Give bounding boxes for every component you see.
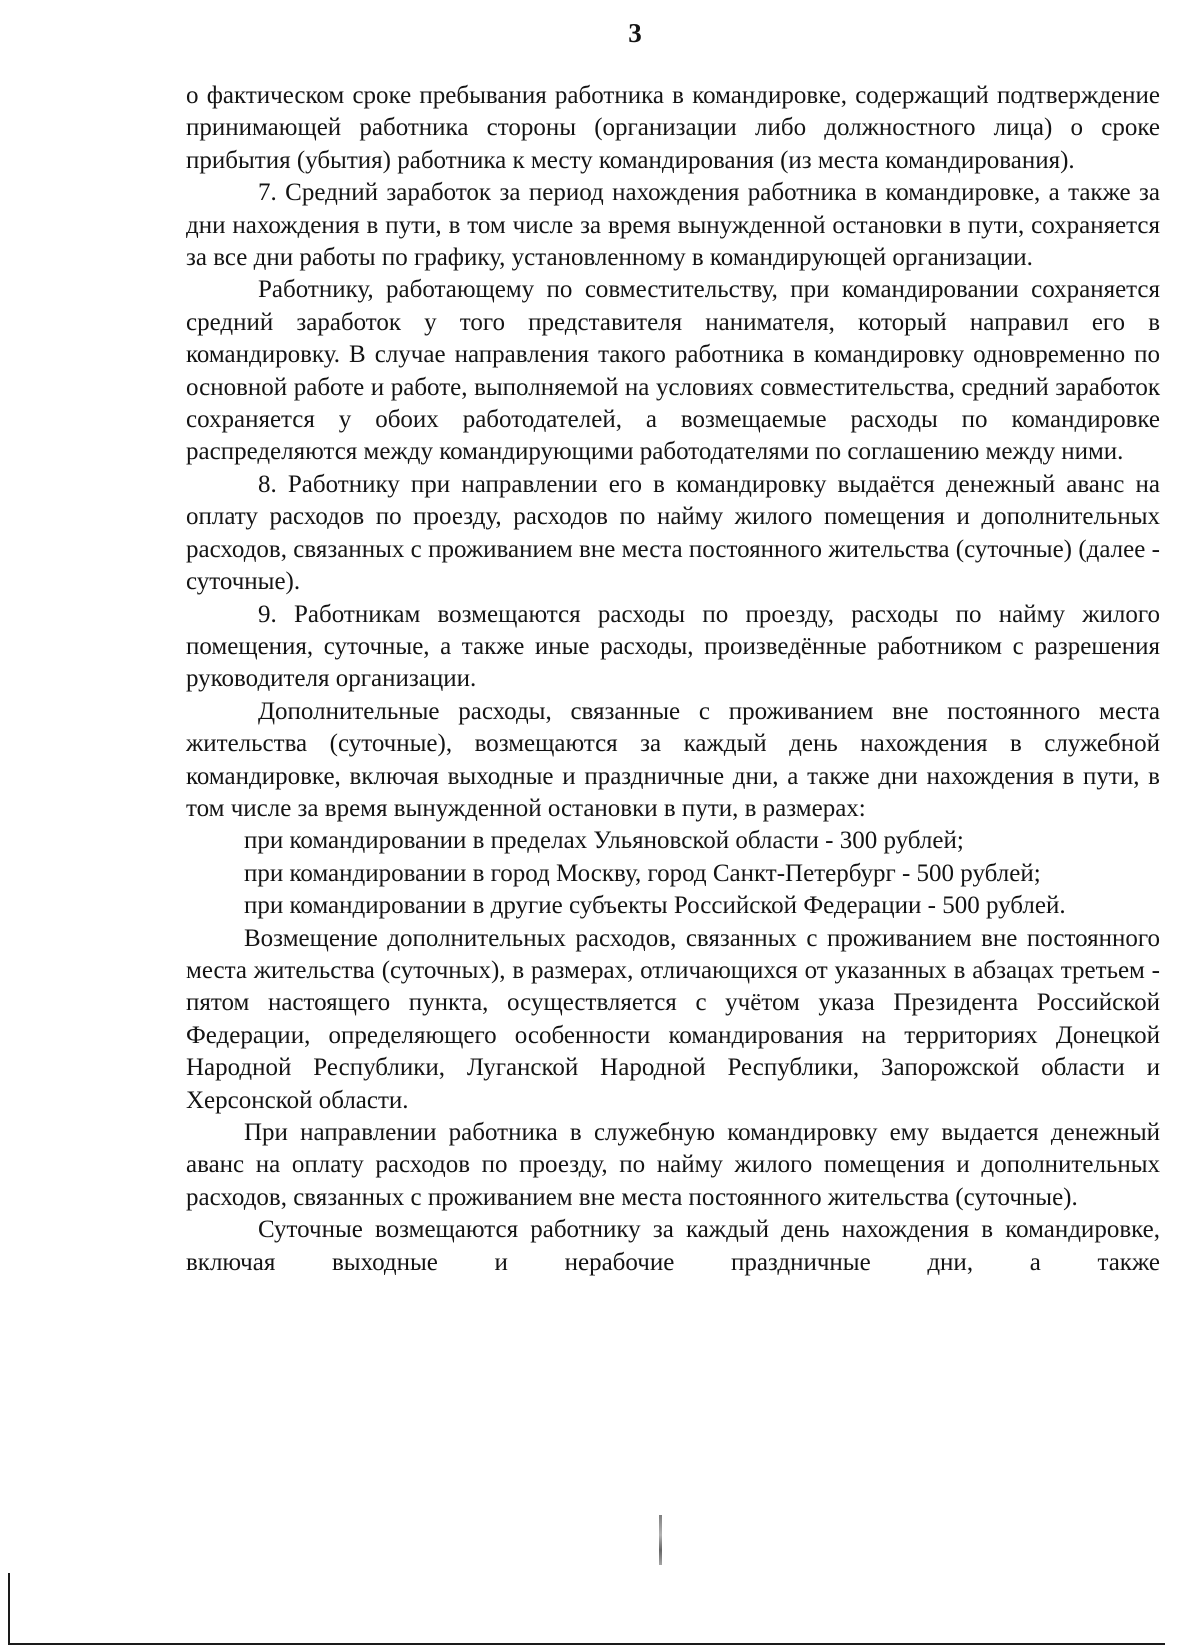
document-body: [186, 80, 1160, 1279]
paragraph-part-time: Работнику, работающему по совместительству, при командировании сохраняется средний заработок у того представителя нанимателя, который направил его в командировку. В случае направления такого работника в командировку одновременно по основной работе и работе, выполняемой на условиях совместительства, средний заработок сохраняется у обоих работодателей, а возмещаемые расходы по командировке распределяются между командирующими работодателями по соглашению между ними.: [186, 276, 1160, 466]
paragraph-advance: При направлении работника в служебную командировку ему выдается денежный аванс на оплату расходов по проезду, по найму жилого помещения и дополнительных расходов, связанных с проживанием вне места постоянного жительства (суточные).: [186, 1119, 1160, 1211]
page-number: 3: [628, 18, 642, 48]
paragraph-item-7: 7. Средний заработок за период нахождения работника в командировке, а также за дни нахождения в пути, в том числе за время вынужденной остановки в пути, сохраняется за все дни работы по графику, установленному в командирующей организации.: [186, 179, 1160, 272]
paragraph-item-9: 9. Работникам возмещаются расходы по проезду, расходы по найму жилого помещения, суточные, а также иные расходы, произведённые работником с разрешения руководителя организации.: [186, 600, 1160, 693]
rate-other-regions: при командировании в другие субъекты Российской Федерации - 500 рублей.: [244, 892, 1066, 920]
rate-ulyanovsk: при командировании в пределах Ульяновской области - 300 рублей;: [244, 827, 964, 855]
paragraph-item-8: 8. Работнику при направлении его в командировку выдаётся денежный аванс на оплату расходов по проезду, расходов по найму жилого помещения и дополнительных расходов, связанных с проживанием вне места постоянного жительства (суточные) (далее - суточные).: [186, 470, 1160, 596]
paragraph-special-territories: Возмещение дополнительных расходов, связанных с проживанием вне постоянного места жительства (суточных), в размерах, отличающихся от указанных в абзацах третьем - пятом настоящего пункта, осуществляется с учётом указа Президента Российской Федерации, определяющего особенности командирования на территориях Донецкой Народной Республики, Луганской Народной Республики, Запорожской области и Херсонской области.: [186, 924, 1160, 1114]
paragraph-per-diem: Дополнительные расходы, связанные с проживанием вне постоянного места жительства (суточные), возмещаются за каждый день нахождения в служебной командировке, включая выходные и праздничные дни, а также дни нахождения в пути, в том числе за время вынужденной остановки в пути, в размерах:: [186, 697, 1160, 822]
scan-frame-line: [8, 1573, 1165, 1645]
rate-moscow-spb: при командировании в город Москву, город Санкт-Петербург - 500 рублей;: [244, 859, 1041, 887]
scan-mark: [659, 1515, 662, 1565]
paragraph-per-diem-days: Суточные возмещаются работнику за каждый день нахождения в командировке, включая выходные и нерабочие праздничные дни, а также: [186, 1216, 1160, 1276]
paragraph-continuation: о фактическом сроке пребывания работника в командировке, содержащий подтверждение принимающей работника стороны (организации либо должностного лица) о сроке прибытия (убытия) работника к месту командирования (из места командирования).: [186, 82, 1160, 174]
